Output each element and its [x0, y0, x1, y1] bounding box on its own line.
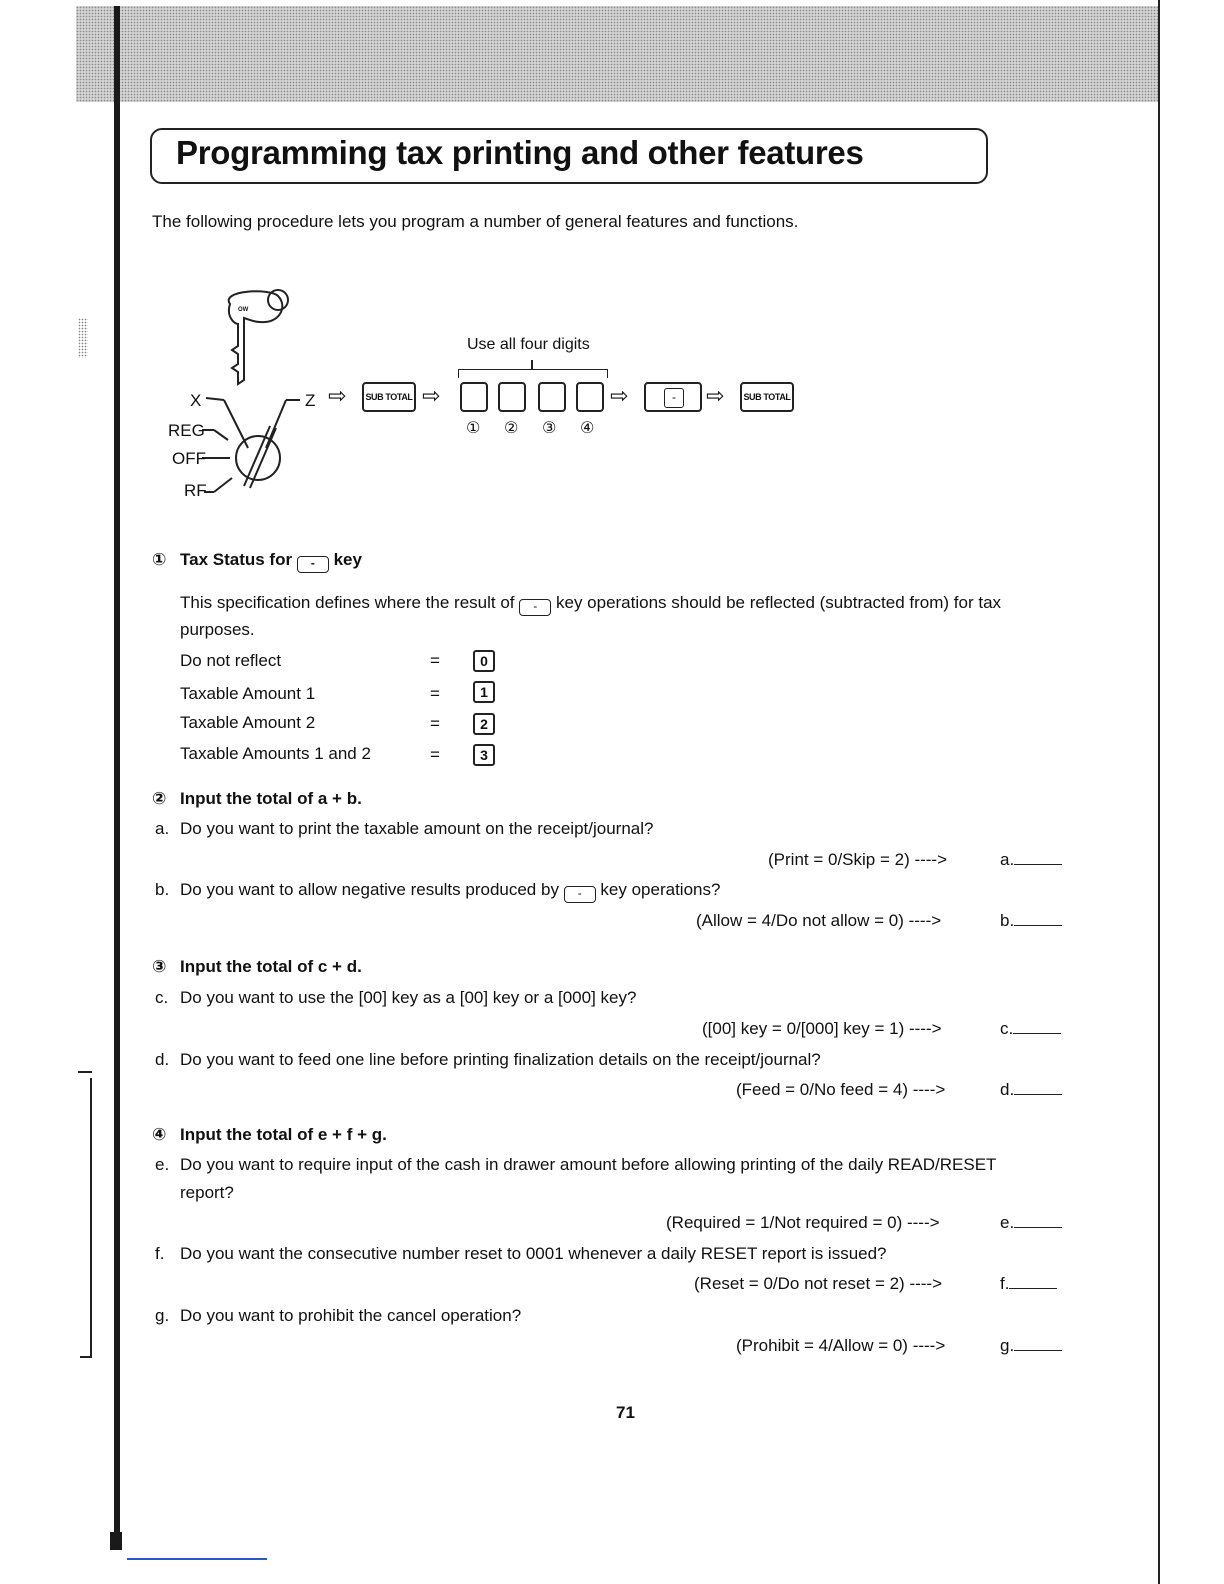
section2-heading: Input the total of a + b. — [180, 789, 362, 808]
mode-key-illustration — [160, 280, 300, 510]
question-a-letter: a. — [155, 819, 170, 838]
section1-description-line2: purposes. — [180, 620, 255, 639]
digit-box-1 — [460, 382, 488, 412]
digit-marker-1: ① — [466, 420, 481, 437]
section1-desc-post: key operations should be reflected (subtracted from) for tax — [555, 593, 1002, 612]
page-binding-foot — [110, 1532, 122, 1550]
section1-heading — [180, 550, 362, 573]
mode-reg-label: REG — [168, 421, 205, 440]
question-e-choice: (Required = 1/Not required = 0) ----> — [666, 1213, 940, 1232]
question-f: Do you want the consecutive number reset to 0001 whenever a daily RESET report is issued? — [180, 1244, 887, 1263]
answer-d-blank — [1000, 1080, 1062, 1100]
minus-key — [644, 382, 702, 412]
question-f-choice: (Reset = 0/Do not reset = 2) ----> — [694, 1274, 943, 1293]
question-b-pre: Do you want to allow negative results produced by — [180, 880, 559, 899]
answer-e-label: e. — [1000, 1213, 1015, 1232]
question-g-letter: g. — [155, 1306, 170, 1325]
digit-box-3 — [538, 382, 566, 412]
digit-marker-3: ③ — [542, 420, 557, 437]
answer-c-label: c. — [1000, 1019, 1014, 1038]
question-b-choice: (Allow = 4/Do not allow = 0) ----> — [696, 911, 942, 930]
section1-heading-post: key — [333, 550, 362, 569]
question-a-choice: (Print = 0/Skip = 2) ----> — [768, 850, 948, 869]
answer-f-label: f. — [1000, 1274, 1010, 1293]
arrow-icon: ⇨ — [706, 383, 725, 408]
option-key: 0 — [473, 650, 495, 672]
question-c-choice: ([00] key = 0/[000] key = 1) ----> — [702, 1019, 942, 1038]
question-e: Do you want to require input of the cash in drawer amount before allowing printing of the daily READ/RESET — [180, 1155, 997, 1174]
minus-key-label: - — [664, 388, 684, 408]
question-b-letter: b. — [155, 880, 170, 899]
digit-box-2 — [498, 382, 526, 412]
question-c-letter: c. — [155, 988, 169, 1007]
arrow-icon: ⇨ — [610, 383, 629, 408]
answer-b-blank — [1000, 911, 1062, 931]
section1-description — [180, 593, 1001, 616]
question-c: Do you want to use the [00] key as a [00] key or a [000] key? — [180, 988, 637, 1007]
minus-key-inline: - — [297, 556, 329, 573]
question-d-letter: d. — [155, 1050, 170, 1069]
header-band — [76, 6, 1158, 102]
margin-bracket — [90, 1078, 92, 1358]
answer-b-line — [1014, 911, 1062, 926]
bottom-link-line — [127, 1558, 267, 1560]
page-right-edge — [1158, 0, 1160, 1584]
answer-b-label: b. — [1000, 911, 1015, 930]
mode-x-label: X — [190, 391, 202, 410]
use-digits-label: Use all four digits — [467, 336, 590, 353]
mode-rf-label: RF — [184, 481, 207, 500]
answer-a-blank — [1000, 850, 1062, 870]
section4-marker: ④ — [152, 1125, 167, 1144]
option-label: Do not reflect — [180, 651, 282, 670]
answer-f-line — [1009, 1274, 1057, 1289]
section1-marker: ① — [152, 550, 167, 569]
answer-e-line — [1014, 1213, 1062, 1228]
section1-desc-pre: This specification defines where the result of — [180, 593, 515, 612]
minus-key-inline: - — [564, 886, 596, 903]
digit-box-4 — [576, 382, 604, 412]
mode-z-label: Z — [305, 391, 316, 410]
option-equals: = — [430, 684, 440, 703]
question-g-choice: (Prohibit = 4/Allow = 0) ----> — [736, 1336, 946, 1355]
question-g: Do you want to prohibit the cancel operation? — [180, 1306, 522, 1325]
digits-bracket-tick — [531, 360, 533, 370]
section3-heading: Input the total of c + d. — [180, 957, 362, 976]
question-e-letter: e. — [155, 1155, 170, 1174]
answer-a-label: a. — [1000, 850, 1015, 869]
mode-off-label: OFF — [172, 449, 206, 468]
option-label: Taxable Amount 1 — [180, 684, 316, 703]
option-key: 2 — [473, 713, 495, 735]
option-equals: = — [430, 651, 440, 670]
key-label: OW — [238, 307, 249, 313]
subtotal-key-1: SUB TOTAL — [362, 382, 416, 412]
answer-g-label: g. — [1000, 1336, 1015, 1355]
margin-mark — [78, 1071, 92, 1073]
option-label: Taxable Amount 2 — [180, 713, 316, 732]
section2-marker: ② — [152, 789, 167, 808]
subtotal-key-2: SUB TOTAL — [740, 382, 794, 412]
digit-marker-2: ② — [504, 420, 519, 437]
option-key: 3 — [473, 744, 495, 766]
answer-g-blank — [1000, 1336, 1062, 1356]
section4-heading: Input the total of e + f + g. — [180, 1125, 387, 1144]
option-key: 1 — [473, 681, 495, 703]
answer-a-line — [1014, 850, 1062, 865]
option-label: Taxable Amounts 1 and 2 — [180, 744, 371, 763]
answer-c-blank — [1000, 1019, 1061, 1039]
option-equals: = — [430, 714, 440, 733]
section3-marker: ③ — [152, 957, 167, 976]
arrow-icon: ⇨ — [328, 383, 347, 408]
answer-g-line — [1014, 1336, 1062, 1351]
digit-marker-4: ④ — [580, 420, 595, 437]
answer-f-blank — [1000, 1274, 1057, 1294]
mode-switch-dial-icon — [202, 398, 300, 492]
page-number: 71 — [616, 1403, 635, 1422]
question-d-choice: (Feed = 0/No feed = 4) ----> — [736, 1080, 946, 1099]
page-title: Programming tax printing and other features — [176, 134, 864, 171]
question-a: Do you want to print the taxable amount on the receipt/journal? — [180, 819, 654, 838]
arrow-icon: ⇨ — [422, 383, 441, 408]
question-d: Do you want to feed one line before printing finalization details on the receipt/journal? — [180, 1050, 821, 1069]
answer-d-line — [1014, 1080, 1062, 1095]
digits-bracket — [458, 369, 608, 378]
section1-heading-pre: Tax Status for — [180, 550, 293, 569]
option-equals: = — [430, 745, 440, 764]
margin-bracket-foot — [80, 1356, 92, 1358]
minus-key-inline: - — [519, 599, 551, 616]
question-f-letter: f. — [155, 1244, 165, 1263]
answer-e-blank — [1000, 1213, 1062, 1233]
question-b-post: key operations? — [600, 880, 721, 899]
answer-d-label: d. — [1000, 1080, 1015, 1099]
question-b — [180, 880, 720, 903]
answer-c-line — [1013, 1019, 1061, 1034]
question-e-line2: report? — [180, 1183, 234, 1202]
margin-dots — [78, 318, 88, 358]
key-icon — [229, 290, 288, 384]
page-binding-edge — [114, 6, 120, 1546]
intro-text: The following procedure lets you program a number of general features and functions. — [152, 212, 799, 231]
